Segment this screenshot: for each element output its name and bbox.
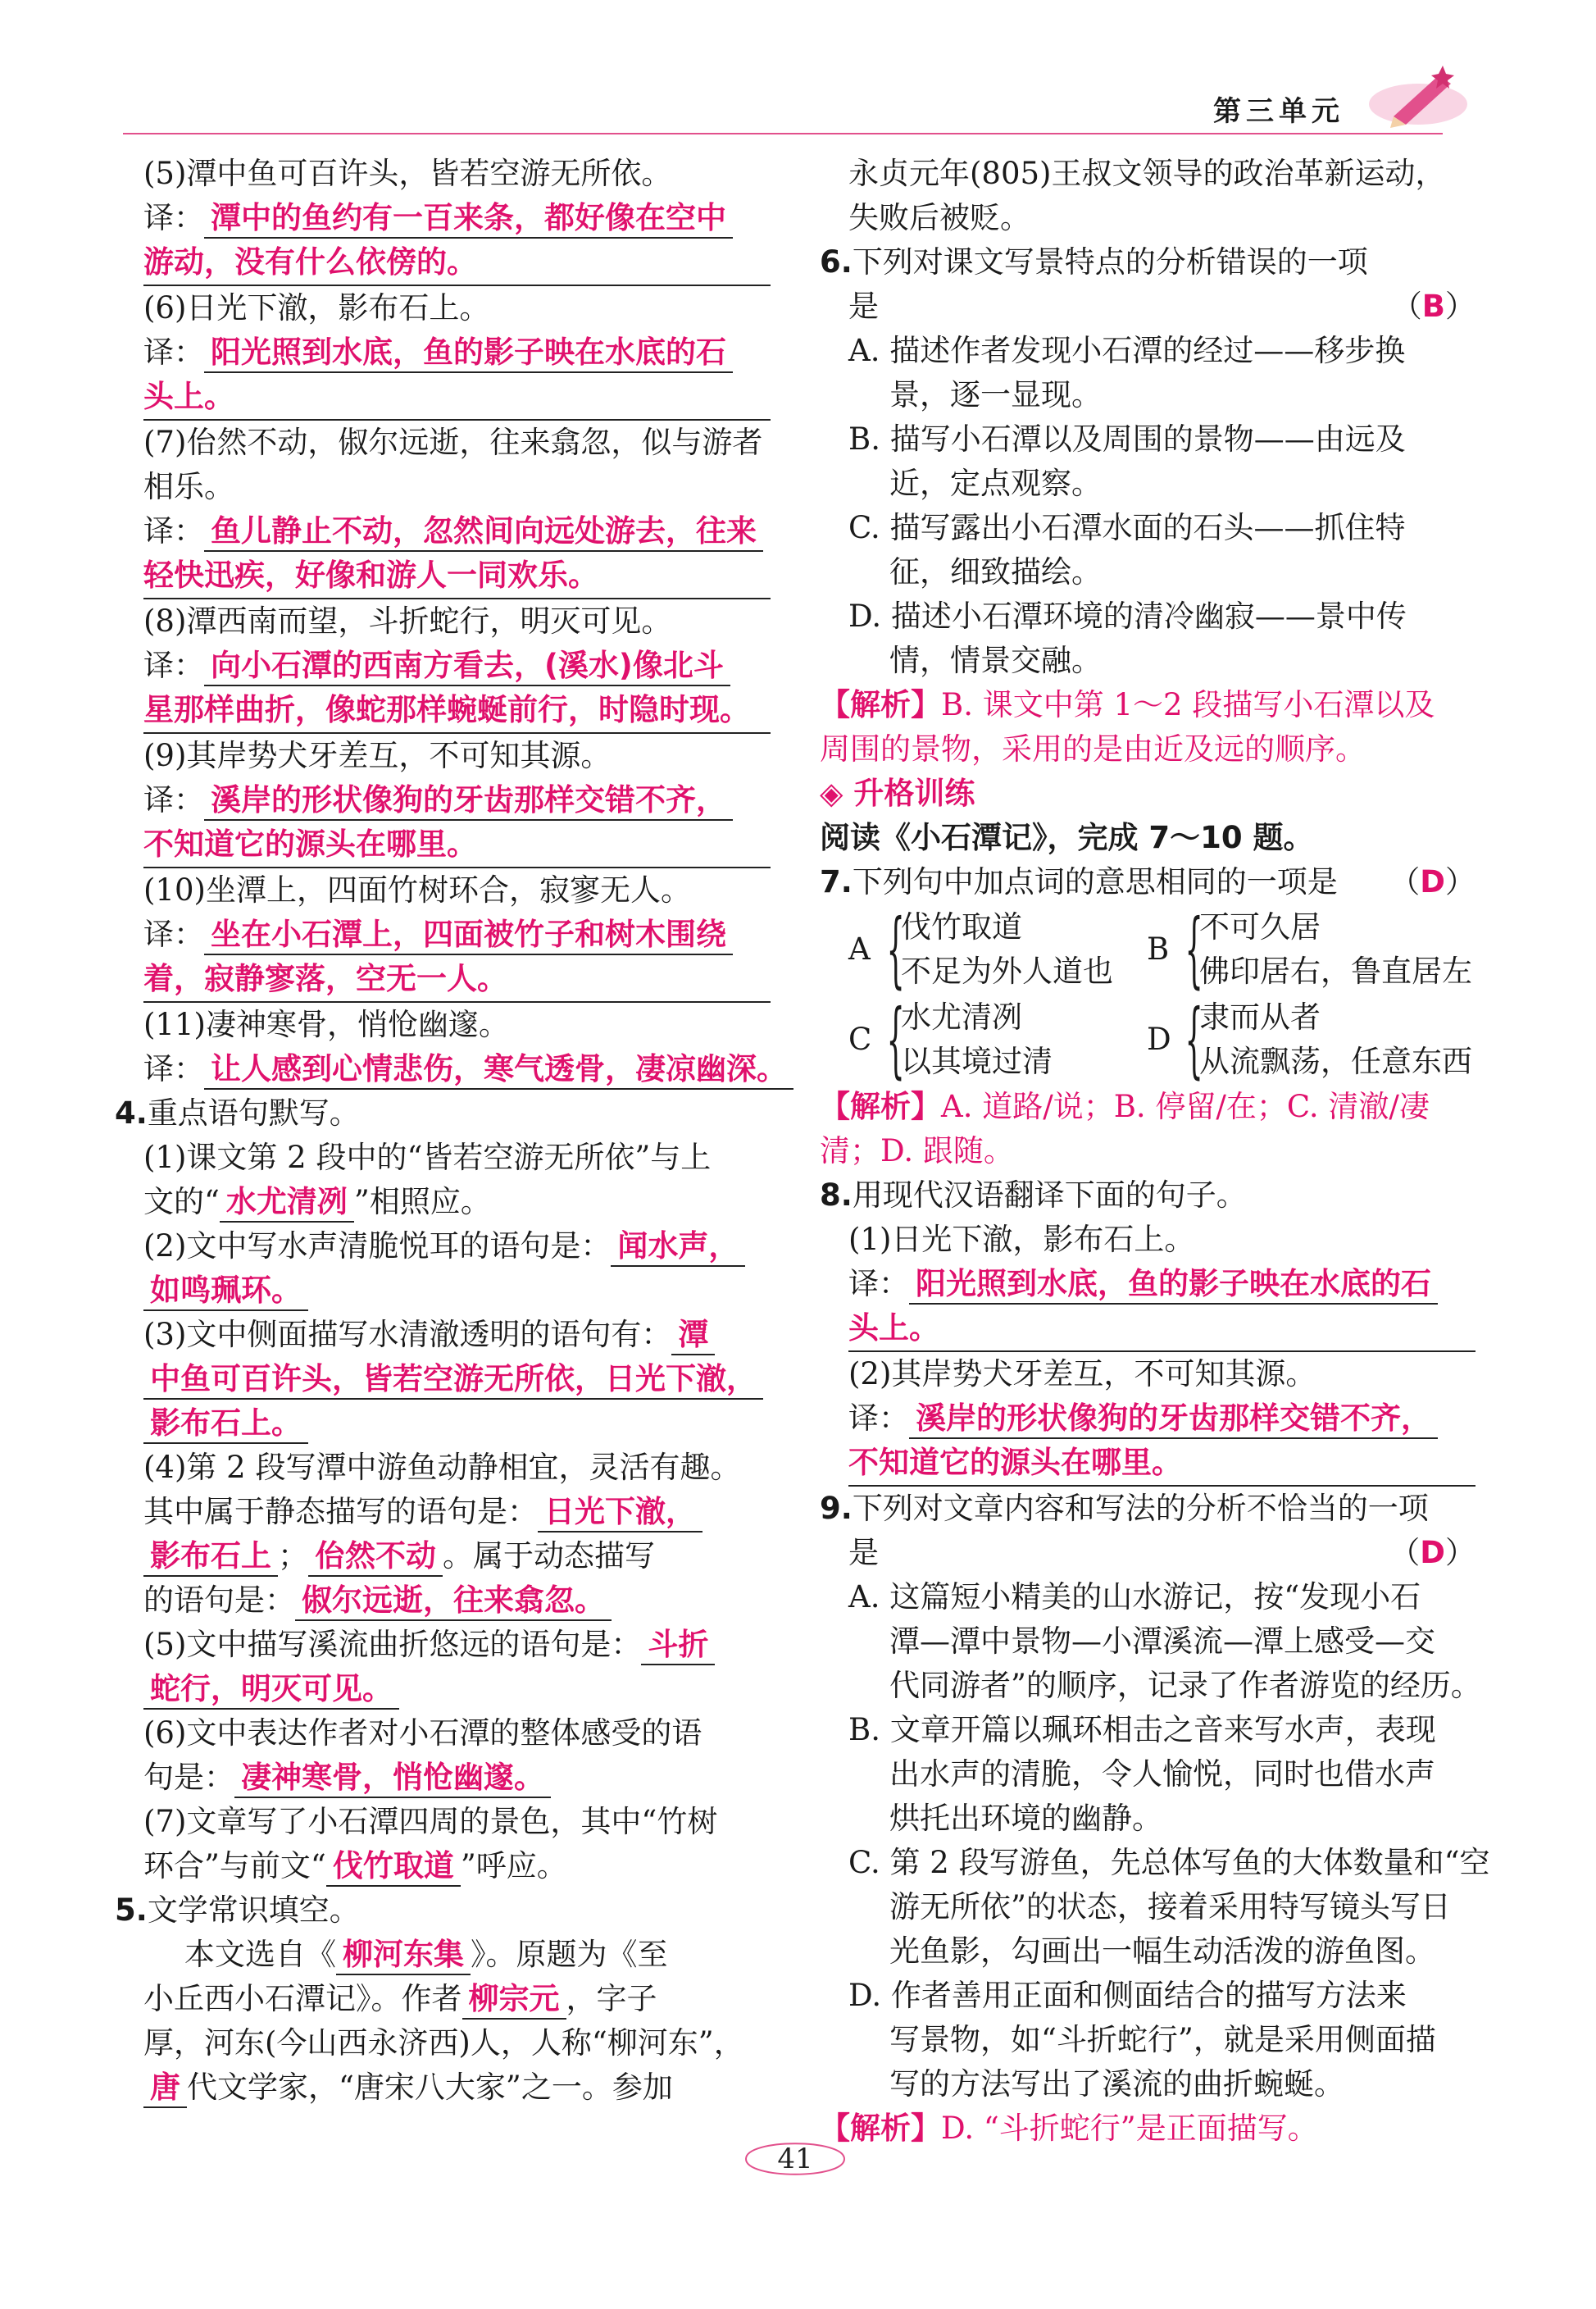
q8-2-translation: 译： 溪岸的形状像狗的牙齿那样交错不齐，	[820, 1396, 1476, 1441]
translation-11: 译： 让人感到心情悲伤，寒气透骨，凄凉幽深。	[115, 1047, 771, 1091]
translation-7: 译： 鱼儿静止不动，忽然间向远处游去，往来	[115, 509, 771, 553]
translation-9: 译： 溪岸的形状像狗的牙齿那样交错不齐，	[115, 778, 771, 822]
q9-option-a-cont: 潭—潭中景物—小潭溪流—潭上感受—交	[889, 1624, 1435, 1659]
sentence-11: (11)凄神寒骨，悄怆幽邃。	[143, 1007, 509, 1042]
q9-option-d-cont2: 写的方法写出了溪流的曲折蜿蜒。	[889, 2066, 1344, 2102]
q6-option-d-cont: 情，情景交融。	[889, 643, 1102, 678]
sentence-9: (9)其岸势犬牙差互，不可知其源。	[143, 738, 612, 773]
q6-analysis-cont: 周围的景物，采用的是由近及远的顺序。	[820, 731, 1366, 767]
q9-option-b-cont: 出水声的清脆，令人愉悦，同时也借水声	[889, 1756, 1435, 1792]
sentence-7: (7)佁然不动，俶尔远逝，往来翕忽，似与游者	[143, 425, 763, 460]
header-rule	[123, 133, 1443, 134]
question-9-title-cont: 是 （D）	[848, 1535, 1476, 1570]
q8-1: (1)日光下澈，影布石上。	[848, 1222, 1195, 1257]
q4-5-answer: 蛇行，明灭可见。	[143, 1670, 399, 1710]
q4-7-b: 环合”与前文“ 伐竹取道 ”呼应。	[115, 1844, 771, 1888]
question-7-title: 7.下列句中加点词的意思相同的一项是 （D）	[820, 864, 1476, 899]
q9-option-d: D. 作者善用正面和侧面结合的描写方法来	[848, 1978, 1407, 2013]
q9-analysis: 【解析】D. “斗折蛇行”是正面描写。	[820, 2111, 1318, 2146]
q7-options-cd: C { 水尤清冽 以其境过清 D { 隶而从者 从流飘荡，任意东西	[848, 991, 1472, 1087]
translation-5-cont: 游动，没有什么依傍的。	[143, 240, 771, 286]
q5-c: 厚，河东(今山西永济西)人，人称“柳河东”，	[143, 2025, 744, 2061]
q4-3: (3)文中侧面描写水清澈透明的语句有： 潭	[115, 1313, 771, 1357]
q5-d: 唐 代文学家，“唐宋八大家”之一。参加	[115, 2065, 771, 2110]
q9-option-c-cont2: 光鱼影，勾画出一幅生动活泼的游鱼图。	[889, 1933, 1435, 1969]
q4-2: (2)文中写水声清脆悦耳的语句是： 闻水声，	[115, 1224, 771, 1268]
q4-1-cont: 文的“ 水尤清冽 ”相照应。	[115, 1180, 771, 1224]
q6-option-c-cont: 征，细致描绘。	[889, 554, 1102, 590]
q8-1-translation: 译： 阳光照到水底，鱼的影子映在水底的石	[820, 1262, 1476, 1306]
right-column	[820, 152, 1490, 2151]
reading-instruction: 阅读《小石潭记》，完成 7～10 题。	[820, 820, 1314, 855]
sentence-7-cont: 相乐。	[143, 469, 234, 504]
q5-b: 小丘西小石潭记》。作者 柳宗元 ，字子	[115, 1977, 771, 2021]
translation-10: 译： 坐在小石潭上，四面被竹子和树木围绕	[115, 913, 771, 957]
q8-2-translation-cont: 不知道它的源头在哪里。	[848, 1441, 1476, 1487]
q8-2: (2)其岸势犬牙差互，不可知其源。	[848, 1356, 1316, 1391]
pencil-star-decoration-icon	[1361, 59, 1476, 133]
translation-6: 译： 阳光照到水底，鱼的影子映在水底的石	[115, 330, 771, 375]
unit-title: 第三单元	[1213, 95, 1344, 128]
q4-2-answer: 如鸣珮环。	[143, 1272, 308, 1311]
diamond-icon: ◈	[820, 776, 854, 811]
q9-option-c-cont: 游无所依”的状态，接着采用特写镜头写日	[889, 1889, 1451, 1924]
q4-7: (7)文章写了小石潭四周的景色，其中“竹树	[143, 1804, 718, 1839]
q4-1: (1)课文第 2 段中的“皆若空游无所依”与上	[143, 1140, 712, 1175]
translation-7-cont: 轻快迅疾，好像和游人一同欢乐。	[143, 553, 771, 599]
q9-option-d-cont: 写景物，如“斗折蛇行”，就是采用侧面描	[889, 2022, 1436, 2057]
q6-option-b-cont: 近，定点观察。	[889, 466, 1102, 501]
q9-option-b-cont2: 烘托出环境的幽静。	[889, 1801, 1162, 1836]
q5-a: 本文选自《 柳河东集 》。原题为《至	[115, 1933, 771, 1977]
q6-answer: B	[1421, 289, 1445, 324]
page-number: 41	[777, 2143, 813, 2175]
question-5-title: 5.文学常识填空。	[115, 1892, 360, 1928]
q4-4-d: 的语句是： 俶尔远逝，往来翕忽。	[115, 1578, 771, 1623]
q7-analysis: 【解析】A. 道路/说；B. 停留/在；C. 清澈/凄	[820, 1089, 1430, 1124]
question-8-title: 8.用现代汉语翻译下面的句子。	[820, 1177, 1247, 1213]
q4-4-b: 其中属于静态描写的语句是： 日光下澈，	[115, 1490, 771, 1534]
q9-option-a: A. 这篇短小精美的山水游记，按“发现小石	[848, 1579, 1421, 1614]
q5-cont-2: 失败后被贬。	[848, 200, 1030, 235]
q9-option-b: B. 文章开篇以珮环相击之音来写水声，表现	[848, 1712, 1436, 1747]
q6-option-a: A. 描述作者发现小石潭的经过——移步换	[848, 333, 1406, 368]
q9-option-a-cont2: 代同游者”的顺序，记录了作者游览的经历。	[889, 1668, 1481, 1703]
translation-10-cont: 着，寂静寥落，空无一人。	[143, 957, 771, 1003]
translation-9-cont: 不知道它的源头在哪里。	[143, 822, 771, 868]
translation-6-cont: 头上。	[143, 375, 771, 421]
q8-1-translation-cont: 头上。	[848, 1306, 1476, 1352]
question-9-title: 9.下列对文章内容和写法的分析不恰当的一项	[820, 1491, 1429, 1526]
q6-option-c: C. 描写露出小石潭水面的石头——抓住特	[848, 510, 1406, 545]
translation-5: 译： 潭中的鱼约有一百来条，都好像在空中	[115, 196, 771, 240]
q6-option-a-cont: 景，逐一显现。	[889, 377, 1102, 412]
translation-8: 译： 向小石潭的西南方看去，(溪水)像北斗	[115, 644, 771, 688]
sentence-5: (5)潭中鱼可百许头，皆若空游无所依。	[143, 156, 672, 191]
q7-analysis-cont: 清；D. 跟随。	[820, 1133, 1014, 1168]
sentence-6: (6)日光下澈，影布石上。	[143, 290, 490, 326]
q5-cont-1: 永贞元年(805)王叔文领导的政治革新运动，	[848, 156, 1446, 191]
q7-answer: D	[1420, 864, 1445, 899]
q4-6-b: 句是： 凄神寒骨，悄怆幽邃。	[115, 1756, 771, 1800]
q4-3-answer-cont: 影布石上。	[143, 1405, 308, 1444]
q4-3-answer: 中鱼可百许头，皆若空游无所依，日光下澈，	[143, 1360, 763, 1400]
q4-4-c: 影布石上 ； 佁然不动 。属于动态描写	[115, 1534, 771, 1578]
q4-5: (5)文中描写溪流曲折悠远的语句是： 斗折	[115, 1623, 771, 1667]
sentence-10: (10)坐潭上，四面竹树环合，寂寥无人。	[143, 872, 691, 908]
q6-option-b: B. 描写小石潭以及周围的景物——由远及	[848, 421, 1406, 457]
question-6-title-cont: 是 （B）	[848, 289, 1476, 324]
q9-answer: D	[1420, 1535, 1445, 1570]
q4-4: (4)第 2 段写潭中游鱼动静相宜，灵活有趣。	[143, 1450, 741, 1485]
translation-8-cont: 星那样曲折，像蛇那样蜿蜒前行，时隐时现。	[143, 688, 771, 734]
sentence-8: (8)潭西南而望，斗折蛇行，明灭可见。	[143, 603, 672, 639]
q6-option-d: D. 描述小石潭环境的清冷幽寂——景中传	[848, 599, 1407, 634]
q7-options-ab: A { 伐竹取道 不足为外人道也 B { 不可久居 佛印居右，鲁直居左	[848, 901, 1472, 997]
q4-6: (6)文中表达作者对小石潭的整体感受的语	[143, 1715, 703, 1751]
question-6-title: 6.下列对课文写景特点的分析错误的一项	[820, 244, 1368, 280]
q6-analysis: 【解析】B. 课文中第 1～2 段描写小石潭以及	[820, 687, 1435, 722]
question-4-title: 4.重点语句默写。	[115, 1095, 360, 1131]
q9-option-c: C. 第 2 段写游鱼，先总体写鱼的大体数量和“空	[848, 1845, 1490, 1880]
left-column	[115, 152, 787, 2110]
section-heading: ◈ 升格训练	[820, 776, 975, 811]
